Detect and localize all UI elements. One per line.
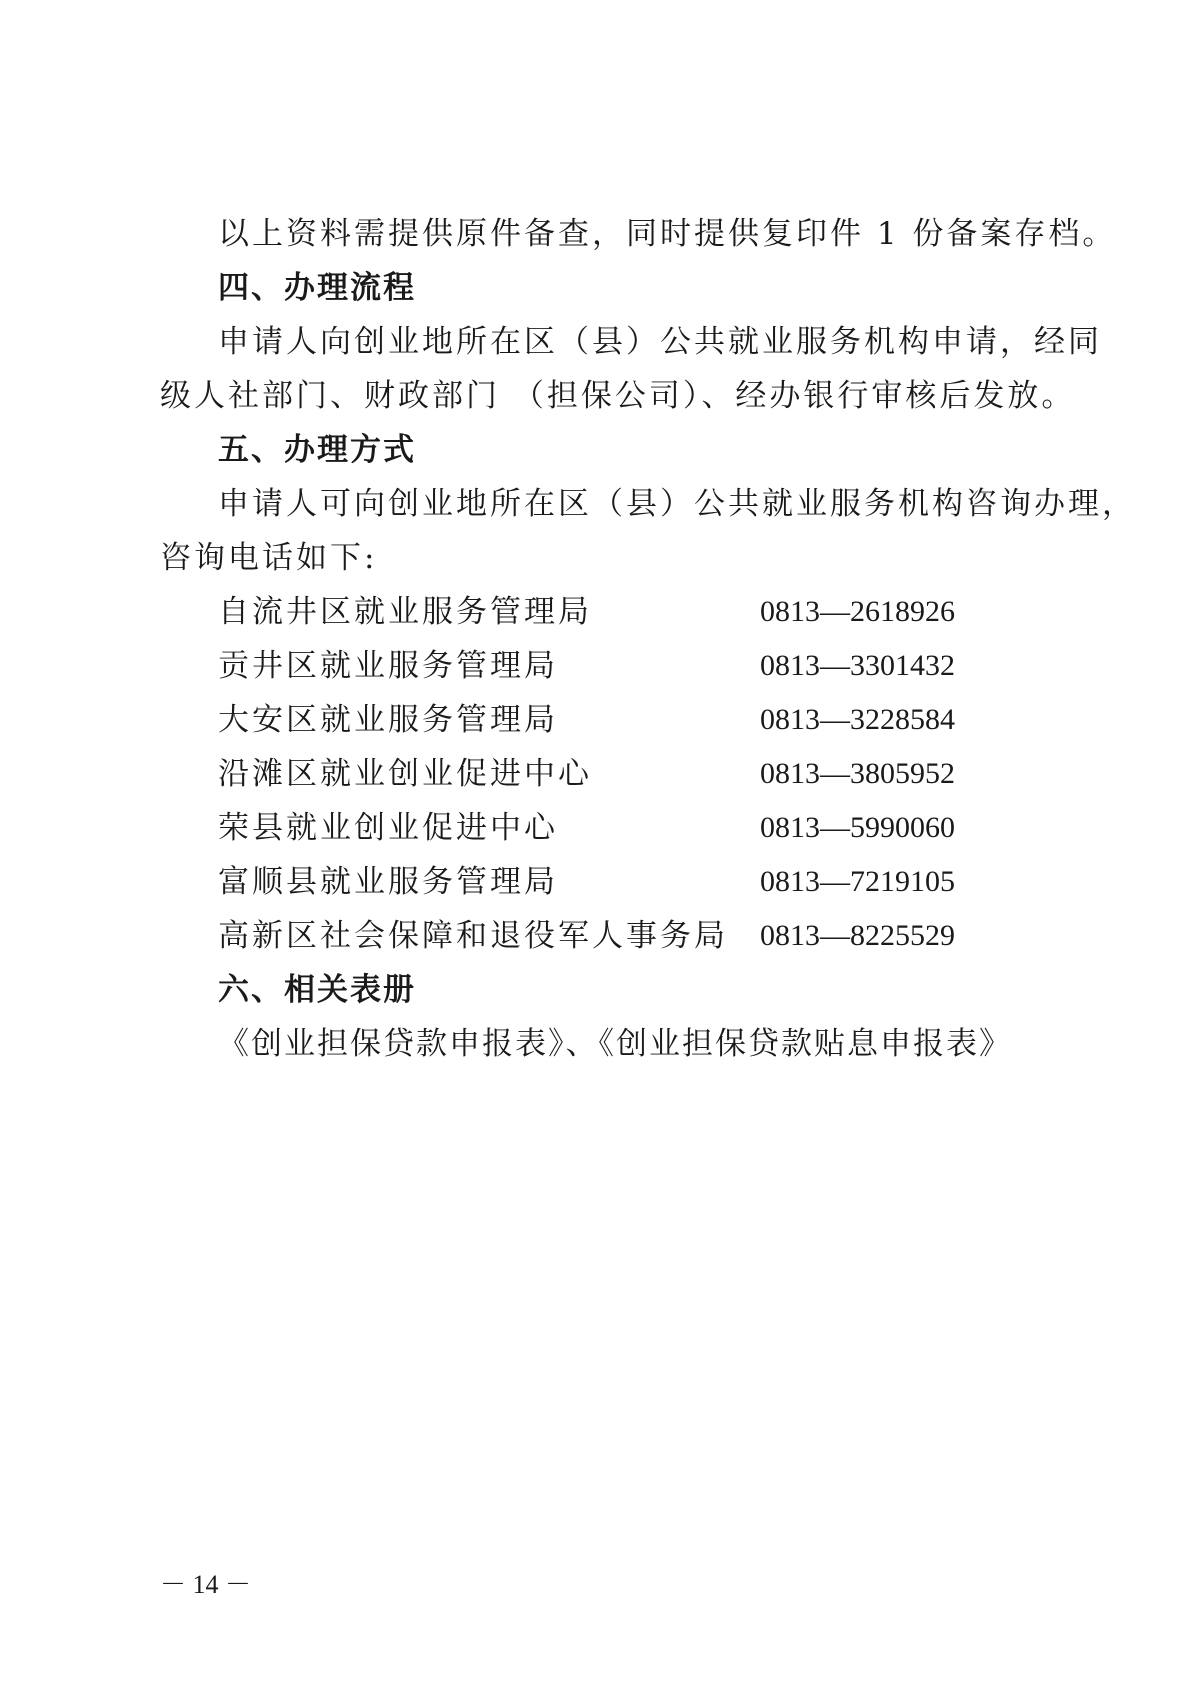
method-text-line-1: 申请人可向创业地所在区（县）公共就业服务机构咨询办理， <box>218 486 1136 522</box>
contact-phone-number: 0813—3228584 <box>760 703 955 736</box>
contact-office-name: 贡井区就业服务管理局 <box>218 648 558 684</box>
contact-phone-number: 0813—3805952 <box>760 757 955 790</box>
process-text-line-1: 申请人向创业地所在区（县）公共就业服务机构申请，经同 <box>218 324 1102 360</box>
section-heading-process: 四、办理流程 <box>218 270 416 306</box>
contact-office-name: 富顺县就业服务管理局 <box>218 864 558 900</box>
contact-phone-number: 0813—2618926 <box>760 595 955 628</box>
process-text-line-2: 级人社部门、财政部门 （担保公司）、经办银行审核后发放。 <box>160 378 1076 414</box>
contact-phone-number: 0813—7219105 <box>760 865 955 898</box>
contact-office-name: 沿滩区就业创业促进中心 <box>218 756 592 792</box>
contact-phone-number: 0813—5990060 <box>760 811 955 844</box>
page-number: － 14 － <box>160 1570 252 1599</box>
contact-office-name: 荣县就业创业促进中心 <box>218 810 558 846</box>
section-heading-method: 五、办理方式 <box>218 432 416 468</box>
contact-office-name: 高新区社会保障和退役军人事务局 <box>218 918 728 954</box>
contact-office-name: 自流井区就业服务管理局 <box>218 594 592 630</box>
section-heading-forms: 六、相关表册 <box>218 972 416 1008</box>
contact-phone-number: 0813—3301432 <box>760 649 955 682</box>
contact-office-name: 大安区就业服务管理局 <box>218 702 558 738</box>
method-text-line-2: 咨询电话如下: <box>160 540 378 576</box>
materials-note: 以上资料需提供原件备查，同时提供复印件 1 份备案存档。 <box>218 216 1117 252</box>
contact-phone-number: 0813—8225529 <box>760 919 955 952</box>
forms-text-line: 《创业担保贷款申报表》、《创业担保贷款贴息申报表》 <box>218 1026 1012 1062</box>
